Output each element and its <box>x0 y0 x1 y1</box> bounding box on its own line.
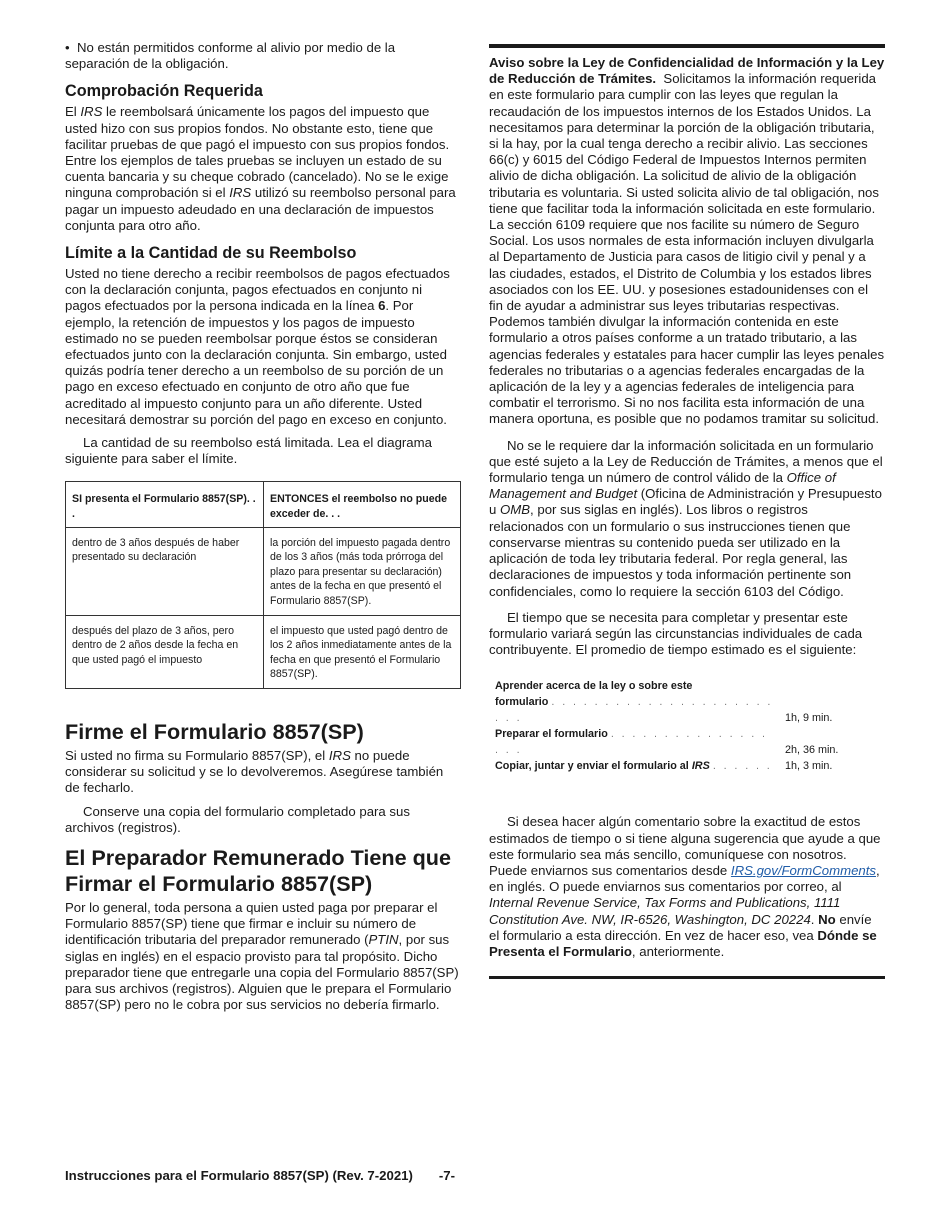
table-row <box>66 615 461 688</box>
section-divider <box>489 976 885 979</box>
limit-paragraph: Usted no tiene derecho a recibir reembolsos de pagos efectuados con la declaración conjunta, pagos efectuados en conjunto ni pagos efectuados por la persona indicada en la línea 6. Por ejemplo, la retención de impuestos y los pagos de impuesto estimado no se pueden reembolsar porque éstos se consideran efectuados junto con la declaración conjunta. Sin embargo, usted quizás podría tener derecho a un reembolso de su porción de un pago en exceso efectuado en conjunto de otro año que fue acreditado al impuesto conjunto para un año diferente. Usted necesitará demostrar su porción del pago en exceso en conjunto. <box>65 266 450 427</box>
bullet-item: • No están permitidos conforme al alivio por medio de la separación de la obligación. <box>65 40 396 72</box>
right-column <box>489 44 885 979</box>
sign-paragraph: Si usted no firma su Formulario 8857(SP), el IRS no puede considerar su solicitud y se lo devolveremos. Asegúrese también de fecharlo. <box>65 748 444 796</box>
table-cell: después del plazo de 3 años, pero dentro de 2 años desde la fecha en que usted pagó el impuesto <box>66 615 264 688</box>
page-footer <box>65 1168 455 1183</box>
table-header-row <box>66 482 461 527</box>
table-header-then: ENTONCES el reembolso no puede exceder de. . . <box>264 482 461 527</box>
time-row <box>495 726 855 758</box>
comments-paragraph: Si desea hacer algún comentario sobre la exactitud de estos estimados de tiempo o si tiene alguna sugerencia que ayude a que este formulario sea más sencillo, comuníquese con nosotros. Puede enviarnos sus comentarios desde IRS.gov/FormComments, en inglés. O puede enviarnos sus comentarios por correo, al Internal Revenue Service, Tax Forms and Publications, 1111 Constitution Ave. NW, IR-6526, Washington, DC 20224. No envíe el formulario a esta dirección. En vez de hacer eso, vea Dónde se Presenta el Formulario, anteriormente. <box>489 814 881 959</box>
table-cell: el impuesto que usted pagó dentro de los 2 años inmediatamente antes de la fecha en que presentó el Formulario 8857(SP). <box>264 615 461 688</box>
time-label: Preparar el formulario . . . . . . . . . . . . . . . . . . <box>495 728 768 757</box>
time-value: 1h, 9 min. <box>785 712 833 725</box>
table-header-if: SI presenta el Formulario 8857(SP). . . <box>66 482 264 527</box>
preparer-paragraph: Por lo general, toda persona a quien usted paga por preparar el Formulario 8857(SP) tiene que firmar e incluir su número de identificación tributaria del preparador remunerado (PTIN, por sus siglas en inglés) en el espacio provisto para tal propósito. Dicho preparador tiene que entregarle una copia del Formulario 8857(SP) para sus archivos (registros). Alguien que le prepara el Formulario 8857(SP) pero no le cobra por sus servicios no debería firmarlo. <box>65 900 459 1013</box>
time-intro-paragraph: El tiempo que se necesita para completar y presentar este formulario variará según las circunstancias individuales de cada contribuyente. El promedio de tiempo estimado es el siguiente: <box>489 609 863 658</box>
table-row <box>66 527 461 615</box>
time-estimate-table <box>495 678 855 774</box>
omb-paragraph: No se le requiere dar la información solicitada en un formulario que esté sujeto a la Ley de Reducción de Trámites, a menos que el formulario tenga un número de control válido de la Office of Management and Budget (Oficina de Administración y Presupuesto u OMB, por sus siglas en inglés). Los libros o registros relacionados con un formulario o sus instrucciones tienen que conservarse mientras su contenido pueda ser utilizado en la aplicación de toda ley tributaria federal. Por regla general, las declaraciones de impuestos y toda información pertinente son confidenciales, como lo requiere la sección 6103 del Código. <box>489 437 883 599</box>
time-value: 2h, 36 min. <box>785 744 839 757</box>
proof-heading: Comprobación Requerida <box>65 82 263 101</box>
privacy-paragraph: Aviso sobre la Ley de Confidencialidad de Información y la Ley de Reducción de Trámites. Solicitamos la información requerida en este formulario para cumplir con las leyes que regulan la recaudación de los impuestos internos de los Estados Unidos. La necesitamos para determinar la porción de la obligación tributaria, si la hay, por la cual tenga derecho a recibir alivio. Las secciones 66(c) y 6015 del Código Federal de Impuestos Internos permiten alivio de dicha obligación. La solicitud de alivio de la obligación tributaria es voluntaria. Si usted solicita alivio de tal obligación, nos tiene que facilitar toda la información solicitada en este formulario. La sección 6109 requiere que nos facilite su número de Seguro Social. Los usos normales de esta información incluyen divulgarla al Departamento de Justicia para casos de litigio civil y penal y a las ciudades, estados, el Distrito de Columbia y los estados libres asociados con los EE. UU. y posesiones estadounidenses con el fin de ayudar a administrar sus leyes tributarias respectivas. Podemos también divulgar la información contenida en este formulario a otros países conforme a un tratado tributario, a las agencias federales y estatales para hacer cumplir las leyes penales federales no tributarias o a agencias federales encargadas de la aplicación de la ley y a agencias federales de inteligencia para combatir el terrorismo. Si no nos facilita esta información de una manera oportuna, es posible que no podamos tramitar su solicitud. <box>489 55 885 427</box>
time-row <box>495 758 855 774</box>
time-label: formulario . . . . . . . . . . . . . . . . . . . . . . . . <box>495 696 773 725</box>
privacy-notice-section <box>489 44 885 428</box>
form-comments-link[interactable]: IRS.gov/FormComments <box>730 862 877 878</box>
sign-paragraph-2: Conserve una copia del formulario completado para sus archivos (registros). <box>65 803 410 835</box>
limit-paragraph-2: La cantidad de su reembolso está limitada. Lea el diagrama siguiente para saber el límite. <box>65 435 432 467</box>
time-value: 1h, 3 min. <box>785 760 833 773</box>
table-cell: la porción del impuesto pagada dentro de los 3 años (más toda prórroga del plazo para presentar su declaración) antes de la fecha en que presentó el Formulario 8857(SP). <box>264 527 461 615</box>
time-label: Aprender acerca de la ley o sobre este <box>495 680 693 693</box>
time-label: Copiar, juntar y enviar el formulario al IRS . . . . . . <box>495 760 773 773</box>
table-cell: dentro de 3 años después de haber presentado su declaración <box>66 527 264 615</box>
time-row <box>495 694 855 726</box>
limit-heading: Límite a la Cantidad de su Reembolso <box>65 244 357 263</box>
page-number: -7- <box>438 1168 456 1183</box>
time-row <box>495 678 855 694</box>
bullet-text: No están permitidos conforme al alivio por medio de la separación de la obligación. <box>65 40 396 72</box>
preparer-heading: El Preparador Remunerado Tiene que Firmar el Formulario 8857(SP) <box>65 845 451 897</box>
left-column <box>65 40 461 1020</box>
refund-limit-table <box>65 481 461 689</box>
proof-paragraph: El IRS le reembolsará únicamente los pagos del impuesto que usted hizo con sus propios fondos. No obstante esto, tiene que facilitar pruebas de que pagó el impuesto con sus propios fondos. Entre los ejemplos de tales pruebas se incluyen un estado de su cuenta bancaria y su cheque cobrado (cancelado). No se le exige ninguna comprobación si el IRS utilizó su reembolso personal para pagar un impuesto adeudado en una declaración de impuestos conjunta para otro año. <box>65 104 456 233</box>
footer-title: Instrucciones para el Formulario 8857(SP) (Rev. 7-2021) <box>65 1168 413 1183</box>
sign-heading: Firme el Formulario 8857(SP) <box>65 719 364 744</box>
